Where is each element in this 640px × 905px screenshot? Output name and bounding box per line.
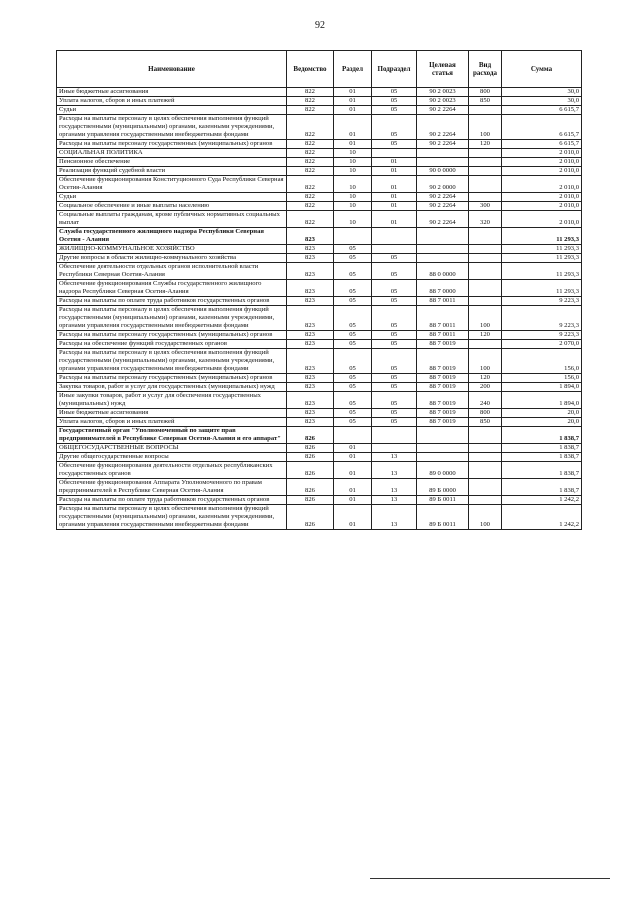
- item-vid: 120: [469, 140, 502, 149]
- item-statya: 90 2 2264: [417, 115, 469, 140]
- table-row: [57, 374, 582, 383]
- item-podrazdel: 05: [372, 115, 417, 140]
- item-statya: 88 7 0019: [417, 383, 469, 392]
- item-podrazdel: 05: [372, 306, 417, 331]
- item-podrazdel: [372, 444, 417, 453]
- item-podrazdel: 01: [372, 167, 417, 176]
- item-podrazdel: 05: [372, 106, 417, 115]
- column-header: Сумма: [502, 51, 582, 88]
- item-summa: 9 223,3: [502, 331, 582, 340]
- item-vid: [469, 149, 502, 158]
- table-row: [57, 115, 582, 140]
- item-statya: [417, 427, 469, 444]
- item-summa: 156,0: [502, 349, 582, 374]
- item-razdel: 01: [334, 462, 372, 479]
- item-vid: [469, 297, 502, 306]
- item-name: Расходы на выплаты по оплате труда работников государственных органов: [57, 496, 287, 505]
- item-podrazdel: 05: [372, 88, 417, 97]
- item-razdel: 01: [334, 444, 372, 453]
- item-name: Служба государственного жилищного надзора Республики Северная Осетия - Алания: [57, 228, 287, 245]
- item-name: Обеспечение деятельности отдельных органов исполнительной власти Республики Северная Осетия-Алания: [57, 263, 287, 280]
- item-name: Иные бюджетные ассигнования: [57, 409, 287, 418]
- item-summa: 11 293,3: [502, 254, 582, 263]
- table-row: [57, 202, 582, 211]
- item-summa: 30,0: [502, 97, 582, 106]
- table-row: [57, 444, 582, 453]
- item-summa: 2 010,0: [502, 149, 582, 158]
- item-ved: 823: [287, 374, 334, 383]
- item-statya: 89 0 0000: [417, 462, 469, 479]
- table-row: [57, 349, 582, 374]
- item-name: Расходы на выплаты персоналу государственных (муниципальных) органов: [57, 331, 287, 340]
- item-ved: 826: [287, 479, 334, 496]
- item-name: ОБЩЕГОСУДАРСТВЕННЫЕ ВОПРОСЫ: [57, 444, 287, 453]
- item-vid: 100: [469, 115, 502, 140]
- item-statya: [417, 444, 469, 453]
- item-razdel: 05: [334, 331, 372, 340]
- item-name: СОЦИАЛЬНАЯ ПОЛИТИКА: [57, 149, 287, 158]
- item-ved: 823: [287, 331, 334, 340]
- table-header-row: [57, 51, 582, 88]
- item-ved: 822: [287, 202, 334, 211]
- item-name: Уплата налогов, сборов и иных платежей: [57, 97, 287, 106]
- item-name: Пенсионное обеспечение: [57, 158, 287, 167]
- item-podrazdel: 05: [372, 392, 417, 409]
- item-name: Иные бюджетные ассигнования: [57, 88, 287, 97]
- item-vid: [469, 193, 502, 202]
- item-statya: 88 7 0019: [417, 340, 469, 349]
- item-razdel: 01: [334, 453, 372, 462]
- item-summa: 1 242,2: [502, 496, 582, 505]
- item-vid: [469, 496, 502, 505]
- table-body: [57, 88, 582, 530]
- item-summa: 1 894,0: [502, 392, 582, 409]
- item-name: Расходы на выплаты персоналу в целях обеспечения выполнения функций государственными (муниципальными) органами, казенными учреждениями, органами управления государственными внебюджетными фондами: [57, 505, 287, 530]
- item-vid: 200: [469, 383, 502, 392]
- table-row: [57, 245, 582, 254]
- item-ved: 822: [287, 97, 334, 106]
- item-summa: 2 010,0: [502, 193, 582, 202]
- item-ved: 822: [287, 140, 334, 149]
- item-razdel: 05: [334, 245, 372, 254]
- item-ved: 822: [287, 149, 334, 158]
- item-ved: 823: [287, 392, 334, 409]
- table-row: [57, 158, 582, 167]
- item-name: Расходы на выплаты персоналу государственных (муниципальных) органов: [57, 374, 287, 383]
- item-podrazdel: 05: [372, 374, 417, 383]
- item-podrazdel: 05: [372, 383, 417, 392]
- item-razdel: 01: [334, 496, 372, 505]
- column-header: Раздел: [334, 51, 372, 88]
- item-ved: 826: [287, 427, 334, 444]
- item-podrazdel: 01: [372, 211, 417, 228]
- item-vid: 850: [469, 418, 502, 427]
- item-name: Расходы на выплаты персоналу государственных (муниципальных) органов: [57, 140, 287, 149]
- table-row: [57, 496, 582, 505]
- item-vid: [469, 106, 502, 115]
- item-razdel: 05: [334, 392, 372, 409]
- item-ved: 822: [287, 193, 334, 202]
- item-razdel: 05: [334, 418, 372, 427]
- item-statya: 90 2 2264: [417, 193, 469, 202]
- item-statya: [417, 228, 469, 245]
- page-number: 92: [315, 20, 325, 31]
- item-razdel: 10: [334, 167, 372, 176]
- item-ved: 823: [287, 349, 334, 374]
- item-summa: 20,0: [502, 418, 582, 427]
- item-statya: 90 2 2264: [417, 140, 469, 149]
- table-row: [57, 453, 582, 462]
- item-ved: 823: [287, 245, 334, 254]
- item-summa: 156,0: [502, 374, 582, 383]
- item-ved: 822: [287, 115, 334, 140]
- item-podrazdel: 01: [372, 158, 417, 167]
- item-razdel: 05: [334, 409, 372, 418]
- item-summa: 1 838,7: [502, 462, 582, 479]
- item-summa: 20,0: [502, 409, 582, 418]
- item-summa: 6 615,7: [502, 140, 582, 149]
- table-row: [57, 140, 582, 149]
- item-summa: 11 293,3: [502, 263, 582, 280]
- item-podrazdel: 01: [372, 202, 417, 211]
- table-row: [57, 331, 582, 340]
- item-podrazdel: 05: [372, 418, 417, 427]
- table-row: [57, 149, 582, 158]
- item-statya: 88 7 0019: [417, 409, 469, 418]
- item-vid: [469, 453, 502, 462]
- item-razdel: [334, 427, 372, 444]
- column-header: Ведомство: [287, 51, 334, 88]
- table-row: [57, 88, 582, 97]
- item-summa: 9 223,3: [502, 306, 582, 331]
- item-vid: [469, 228, 502, 245]
- item-razdel: 01: [334, 88, 372, 97]
- table-row: [57, 479, 582, 496]
- item-podrazdel: 05: [372, 340, 417, 349]
- item-razdel: [334, 228, 372, 245]
- item-razdel: 10: [334, 211, 372, 228]
- table-row: [57, 211, 582, 228]
- item-name: Судьи: [57, 193, 287, 202]
- column-header: Целевая статья: [417, 51, 469, 88]
- item-ved: 823: [287, 228, 334, 245]
- item-name: Уплата налогов, сборов и иных платежей: [57, 418, 287, 427]
- table-row: [57, 167, 582, 176]
- item-summa: 9 223,3: [502, 297, 582, 306]
- item-podrazdel: 13: [372, 505, 417, 530]
- item-ved: 826: [287, 505, 334, 530]
- item-name: Закупка товаров, работ и услуг для государственных (муниципальных) нужд: [57, 383, 287, 392]
- budget-table: [56, 50, 582, 530]
- item-razdel: 10: [334, 193, 372, 202]
- table-row: [57, 418, 582, 427]
- column-header: Вид расхода: [469, 51, 502, 88]
- table-row: [57, 263, 582, 280]
- item-statya: 88 7 0011: [417, 306, 469, 331]
- item-vid: 120: [469, 331, 502, 340]
- item-razdel: 05: [334, 280, 372, 297]
- item-statya: 90 2 0023: [417, 88, 469, 97]
- item-razdel: 05: [334, 297, 372, 306]
- item-razdel: 01: [334, 505, 372, 530]
- item-statya: [417, 149, 469, 158]
- item-statya: 88 7 0019: [417, 349, 469, 374]
- item-vid: 100: [469, 306, 502, 331]
- item-podrazdel: 13: [372, 453, 417, 462]
- item-statya: 88 7 0000: [417, 280, 469, 297]
- item-summa: 6 615,7: [502, 106, 582, 115]
- item-name: ЖИЛИЩНО-КОММУНАЛЬНОЕ ХОЗЯЙСТВО: [57, 245, 287, 254]
- item-podrazdel: 01: [372, 176, 417, 193]
- item-ved: 826: [287, 462, 334, 479]
- item-podrazdel: [372, 245, 417, 254]
- item-summa: 2 010,0: [502, 167, 582, 176]
- item-statya: 90 2 0000: [417, 176, 469, 193]
- item-name: Расходы на выплаты персоналу в целях обеспечения выполнения функций государственными (муниципальными) органами, казенными учреждениями, органами управления государственными внебюджетными фондами: [57, 115, 287, 140]
- item-podrazdel: 05: [372, 140, 417, 149]
- item-statya: 90 0 0000: [417, 167, 469, 176]
- item-razdel: 05: [334, 383, 372, 392]
- item-podrazdel: 05: [372, 349, 417, 374]
- item-razdel: 05: [334, 263, 372, 280]
- item-vid: [469, 479, 502, 496]
- table-row: [57, 297, 582, 306]
- item-razdel: 10: [334, 202, 372, 211]
- item-statya: 90 2 2264: [417, 211, 469, 228]
- item-razdel: 01: [334, 106, 372, 115]
- item-vid: [469, 462, 502, 479]
- item-summa: 1 838,7: [502, 479, 582, 496]
- item-ved: 823: [287, 280, 334, 297]
- item-razdel: 01: [334, 97, 372, 106]
- item-ved: 823: [287, 254, 334, 263]
- item-podrazdel: 05: [372, 409, 417, 418]
- item-name: Расходы на выплаты персоналу в целях обеспечения выполнения функций государственными (муниципальными) органами, казенными учреждениями, органами управления государственными внебюджетными фондами: [57, 349, 287, 374]
- item-vid: 240: [469, 392, 502, 409]
- item-name: Другие вопросы в области жилищно-коммунального хозяйства: [57, 254, 287, 263]
- item-summa: 11 293,3: [502, 280, 582, 297]
- item-ved: 823: [287, 383, 334, 392]
- item-podrazdel: 05: [372, 297, 417, 306]
- item-podrazdel: 05: [372, 263, 417, 280]
- item-vid: [469, 245, 502, 254]
- item-razdel: 05: [334, 254, 372, 263]
- item-summa: 1 894,0: [502, 383, 582, 392]
- table-row: [57, 505, 582, 530]
- item-statya: 90 2 2264: [417, 202, 469, 211]
- item-summa: 30,0: [502, 88, 582, 97]
- table-row: [57, 409, 582, 418]
- item-vid: 850: [469, 97, 502, 106]
- item-vid: 320: [469, 211, 502, 228]
- item-ved: 822: [287, 106, 334, 115]
- item-summa: 2 010,0: [502, 176, 582, 193]
- item-name: Социальные выплаты гражданам, кроме публичных нормативных социальных выплат: [57, 211, 287, 228]
- item-vid: [469, 158, 502, 167]
- item-vid: [469, 427, 502, 444]
- item-ved: 822: [287, 176, 334, 193]
- item-statya: 89 Б 0011: [417, 505, 469, 530]
- table-row: [57, 106, 582, 115]
- item-name: Обеспечение функционирования Конституционного Суда Республики Северная Осетия-Алания: [57, 176, 287, 193]
- item-vid: [469, 176, 502, 193]
- item-summa: 1 242,2: [502, 505, 582, 530]
- item-summa: 1 838,7: [502, 453, 582, 462]
- item-name: Обеспечение функционирования Аппарата Уполномоченного по правам предпринимателей в Республике Северная Осетия-Алания: [57, 479, 287, 496]
- item-statya: 88 7 0011: [417, 297, 469, 306]
- item-ved: 822: [287, 88, 334, 97]
- item-razdel: 10: [334, 158, 372, 167]
- item-vid: 300: [469, 202, 502, 211]
- item-ved: 826: [287, 496, 334, 505]
- item-statya: 88 0 0000: [417, 263, 469, 280]
- item-razdel: 10: [334, 176, 372, 193]
- item-vid: [469, 263, 502, 280]
- item-podrazdel: 05: [372, 331, 417, 340]
- table-row: [57, 427, 582, 444]
- item-ved: 822: [287, 211, 334, 228]
- table-row: [57, 462, 582, 479]
- item-podrazdel: [372, 228, 417, 245]
- item-statya: 89 Б 0000: [417, 479, 469, 496]
- item-name: Судьи: [57, 106, 287, 115]
- item-razdel: 05: [334, 306, 372, 331]
- item-vid: 120: [469, 374, 502, 383]
- item-summa: 1 838,7: [502, 427, 582, 444]
- item-statya: 88 7 0019: [417, 392, 469, 409]
- item-podrazdel: 05: [372, 97, 417, 106]
- item-vid: [469, 254, 502, 263]
- item-podrazdel: 13: [372, 462, 417, 479]
- table-row: [57, 392, 582, 409]
- item-statya: 90 2 2264: [417, 106, 469, 115]
- item-name: Иные закупки товаров, работ и услуг для обеспечения государственных (муниципальных) нужд: [57, 392, 287, 409]
- item-name: Расходы на обеспечение функций государственных органов: [57, 340, 287, 349]
- item-podrazdel: 01: [372, 193, 417, 202]
- item-ved: 822: [287, 158, 334, 167]
- item-vid: [469, 167, 502, 176]
- item-summa: 11 293,3: [502, 245, 582, 254]
- table-row: [57, 97, 582, 106]
- item-name: Реализация функций судебной власти: [57, 167, 287, 176]
- table-row: [57, 340, 582, 349]
- item-name: Обеспечение функционирования деятельности отдельных республиканских государственных органов: [57, 462, 287, 479]
- item-statya: 90 2 0023: [417, 97, 469, 106]
- item-vid: 800: [469, 88, 502, 97]
- table-row: [57, 228, 582, 245]
- table-row: [57, 254, 582, 263]
- item-summa: 2 010,0: [502, 202, 582, 211]
- item-ved: 823: [287, 297, 334, 306]
- item-name: Расходы на выплаты персоналу в целях обеспечения выполнения функций государственными (муниципальными) органами, казенными учреждениями, органами управления государственными внебюджетными фондами: [57, 306, 287, 331]
- item-podrazdel: 13: [372, 479, 417, 496]
- item-razdel: 01: [334, 479, 372, 496]
- item-ved: 823: [287, 263, 334, 280]
- table-row: [57, 306, 582, 331]
- item-podrazdel: 05: [372, 254, 417, 263]
- table-row: [57, 193, 582, 202]
- item-podrazdel: 13: [372, 496, 417, 505]
- item-summa: 1 838,7: [502, 444, 582, 453]
- item-summa: 2 010,0: [502, 211, 582, 228]
- item-statya: [417, 254, 469, 263]
- item-name: Другие общегосударственные вопросы: [57, 453, 287, 462]
- table-row: [57, 280, 582, 297]
- item-podrazdel: [372, 149, 417, 158]
- table-row: [57, 383, 582, 392]
- item-statya: [417, 245, 469, 254]
- item-ved: 826: [287, 453, 334, 462]
- item-statya: 88 7 0019: [417, 374, 469, 383]
- item-statya: 88 7 0019: [417, 418, 469, 427]
- item-name: Обеспечение функционирования Службы государственного жилищного надзора Республики Северная Осетия-Алания: [57, 280, 287, 297]
- item-ved: 822: [287, 167, 334, 176]
- item-vid: 100: [469, 349, 502, 374]
- column-header: Подраздел: [372, 51, 417, 88]
- item-summa: 11 293,3: [502, 228, 582, 245]
- item-podrazdel: [372, 427, 417, 444]
- item-statya: 88 7 0011: [417, 331, 469, 340]
- item-razdel: 10: [334, 149, 372, 158]
- item-summa: 6 615,7: [502, 115, 582, 140]
- item-statya: [417, 453, 469, 462]
- column-header: Наименование: [57, 51, 287, 88]
- item-ved: 823: [287, 306, 334, 331]
- page-edge-line: [370, 878, 610, 879]
- item-vid: 100: [469, 505, 502, 530]
- item-razdel: 01: [334, 115, 372, 140]
- item-podrazdel: 05: [372, 280, 417, 297]
- item-razdel: 05: [334, 340, 372, 349]
- item-razdel: 05: [334, 374, 372, 383]
- item-razdel: 05: [334, 349, 372, 374]
- item-name: Социальное обеспечение и иные выплаты населению: [57, 202, 287, 211]
- item-summa: 2 010,0: [502, 158, 582, 167]
- item-vid: 800: [469, 409, 502, 418]
- table-row: [57, 176, 582, 193]
- item-vid: [469, 340, 502, 349]
- item-ved: 823: [287, 418, 334, 427]
- item-vid: [469, 444, 502, 453]
- item-statya: 89 Б 0011: [417, 496, 469, 505]
- item-razdel: 01: [334, 140, 372, 149]
- item-name: Государственный орган "Уполномоченный по защите прав предпринимателей в Республике Северная Осетия-Алания и его аппарат": [57, 427, 287, 444]
- item-summa: 2 070,0: [502, 340, 582, 349]
- item-ved: 823: [287, 340, 334, 349]
- item-ved: 826: [287, 444, 334, 453]
- item-ved: 823: [287, 409, 334, 418]
- item-statya: [417, 158, 469, 167]
- item-vid: [469, 280, 502, 297]
- item-name: Расходы на выплаты по оплате труда работников государственных органов: [57, 297, 287, 306]
